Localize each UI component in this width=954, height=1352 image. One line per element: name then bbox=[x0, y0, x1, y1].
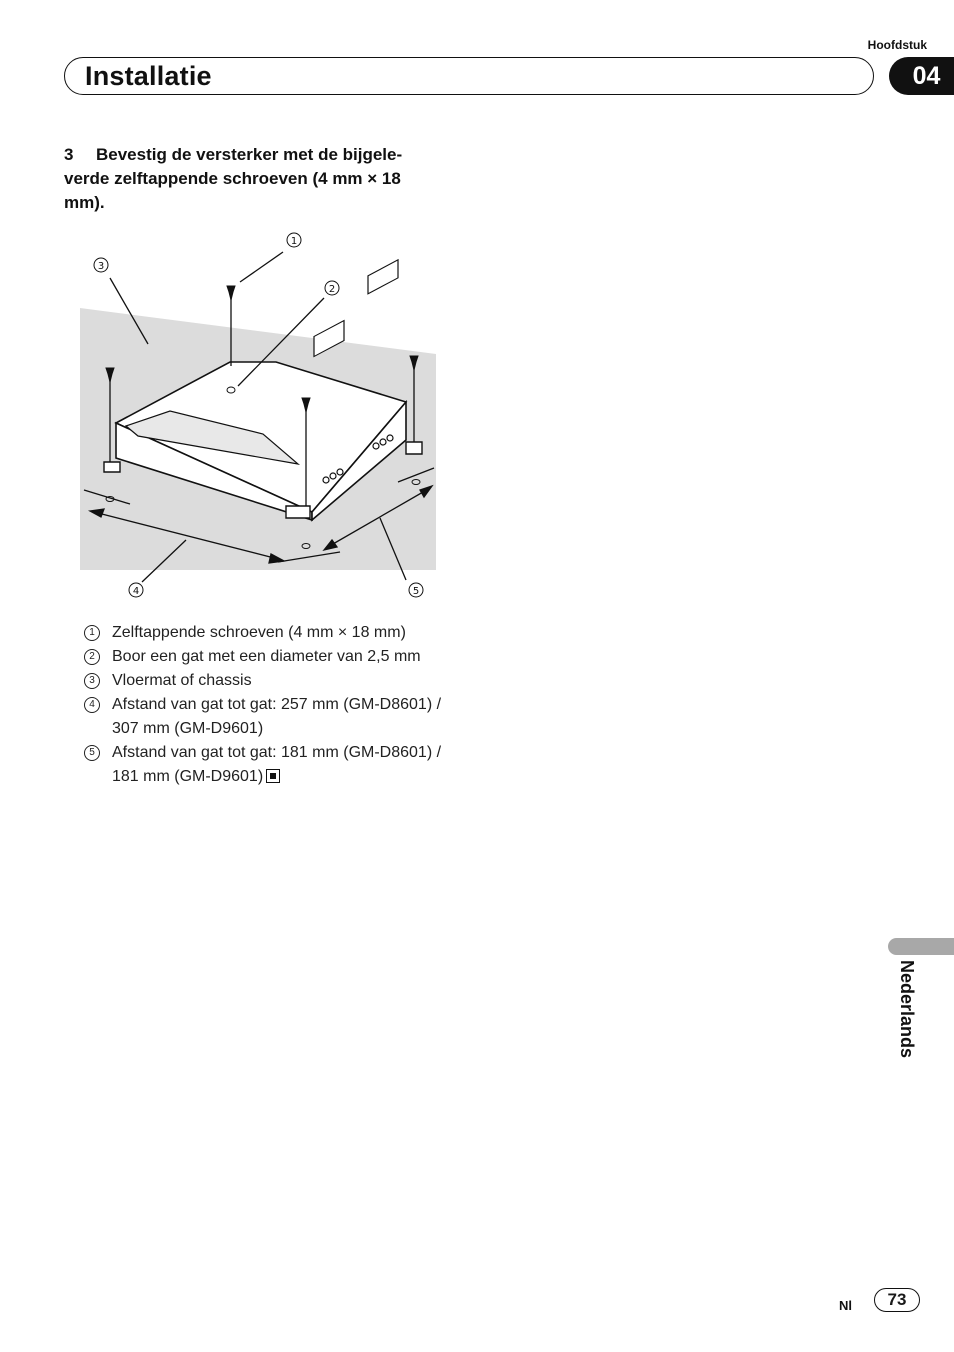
legend-text: Afstand van gat tot gat: 181 mm (GM-D8601) / 181 mm (GM-D9601) bbox=[112, 744, 442, 785]
legend-marker: 3 bbox=[84, 673, 100, 689]
callout-3: 3 bbox=[97, 261, 105, 272]
end-of-section-icon bbox=[266, 769, 280, 783]
language-label: Nederlands bbox=[897, 960, 917, 1059]
legend-text: Afstand van gat tot gat: 257 mm (GM-D8601) / 307 mm (GM-D9601) bbox=[112, 696, 442, 737]
figure-legend bbox=[82, 621, 462, 789]
step-number: 3 bbox=[64, 145, 74, 164]
chapter-number-badge: 04 bbox=[889, 57, 954, 95]
page-number: 73 bbox=[874, 1288, 920, 1312]
amplifier-mounting-diagram bbox=[78, 226, 448, 606]
callout-5: 5 bbox=[412, 586, 420, 597]
legend-marker: 1 bbox=[84, 625, 100, 641]
legend-marker: 5 bbox=[84, 745, 100, 761]
legend-text: Boor een gat met een diameter van 2,5 mm bbox=[112, 648, 421, 665]
footer-language-code: Nl bbox=[839, 1298, 852, 1313]
callout-1: 1 bbox=[290, 236, 298, 247]
legend-text: Zelftappende schroeven (4 mm × 18 mm) bbox=[112, 624, 406, 641]
section-title-bar bbox=[64, 57, 874, 95]
legend-item bbox=[82, 741, 462, 789]
step-text: Bevestig de versterker met de bijgele- verde zelftappende schroeven (4 mm × 18 mm). bbox=[64, 145, 403, 212]
legend-item bbox=[82, 645, 462, 669]
callout-2: 2 bbox=[328, 284, 336, 295]
callout-4: 4 bbox=[132, 586, 140, 597]
legend-item bbox=[82, 693, 462, 741]
page-title: Installatie bbox=[85, 61, 212, 91]
legend-text: Vloermat of chassis bbox=[112, 672, 252, 689]
legend-marker: 4 bbox=[84, 697, 100, 713]
step-instruction bbox=[64, 143, 444, 215]
chapter-label: Hoofdstuk bbox=[867, 38, 927, 52]
language-tab bbox=[888, 938, 954, 955]
legend-marker: 2 bbox=[84, 649, 100, 665]
legend-item bbox=[82, 669, 462, 693]
legend-item bbox=[82, 621, 462, 645]
